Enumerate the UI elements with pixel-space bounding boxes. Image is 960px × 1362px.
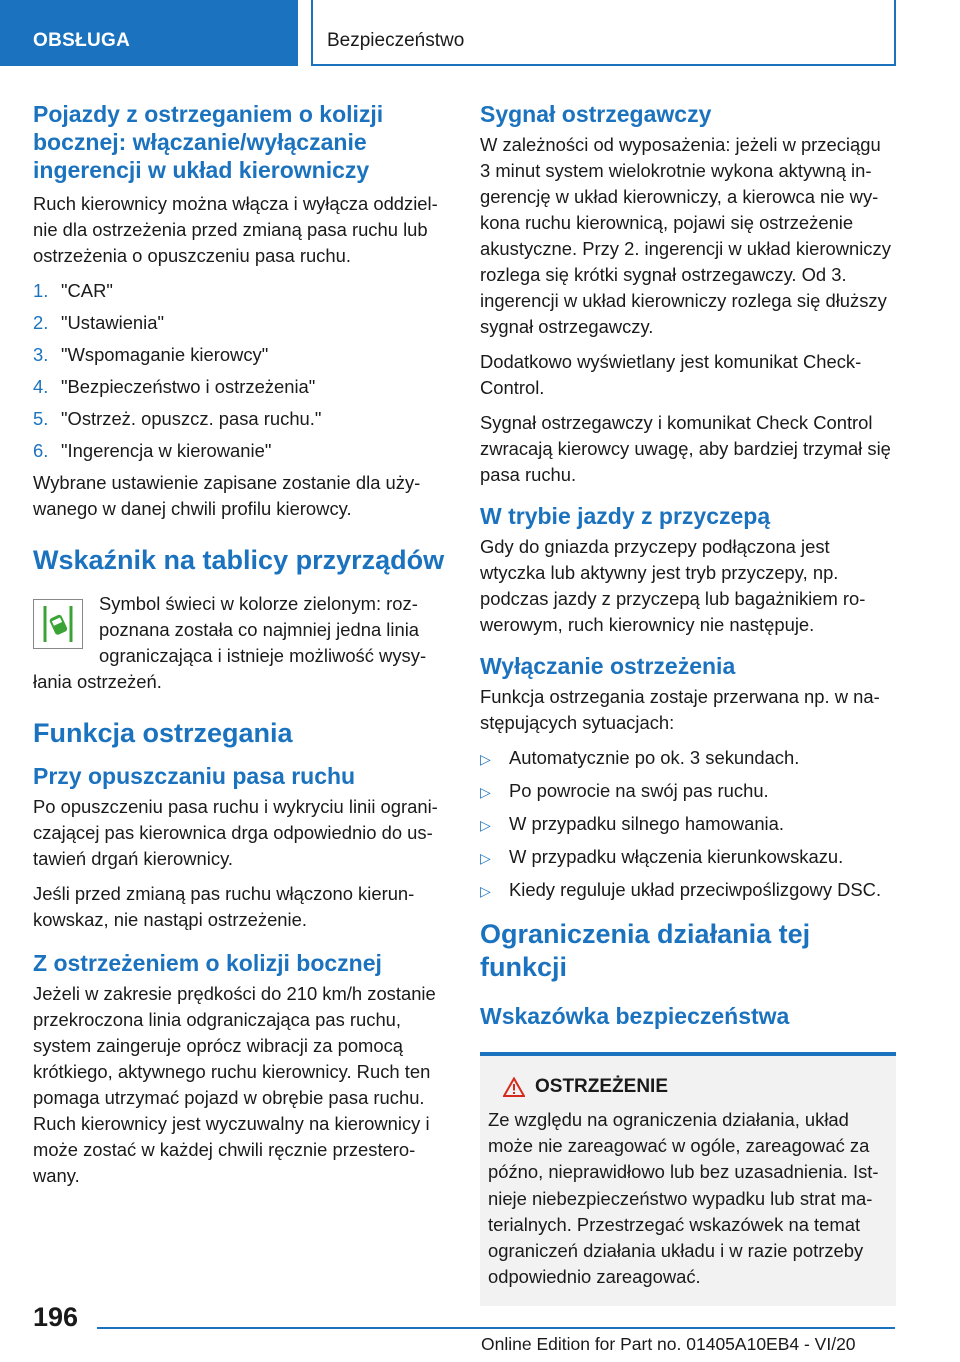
paragraph-disable: Funkcja ostrzegania zostaje przerwana np. w następujących sytuacjach: xyxy=(480,686,880,733)
list-item xyxy=(480,877,896,904)
step-number: 6. xyxy=(33,440,49,461)
step-text: "Ingerencja w kierowanie" xyxy=(61,440,272,461)
step-number: 3. xyxy=(33,344,49,365)
paragraph-intro: Ruch kierownicy można włącza i wyłącza oddzielnie dla ostrzeżenia przed zmianą pasa ruchu lub ostrzeżenia o opuszczeniu pasa ruchu. xyxy=(33,193,438,266)
step-text: "Wspomaganie kierowcy" xyxy=(61,344,269,365)
step-number: 1. xyxy=(33,280,49,301)
step-text: "Ostrzeż. opuszcz. pasa ruchu." xyxy=(61,408,322,429)
list-item-text: Kiedy reguluje układ przeciwpoślizgowy DSC. xyxy=(509,879,882,900)
list-item-text: W przypadku włączenia kierunkowskazu. xyxy=(509,846,844,867)
steps-list xyxy=(33,278,448,464)
step-number: 2. xyxy=(33,312,49,333)
indicator-block xyxy=(33,591,448,695)
warning-section xyxy=(480,1052,896,1306)
heading-side-collision-warning: Z ostrzeżeniem o kolizji bocznej xyxy=(33,950,382,976)
list-item-text: W przypadku silnego hamowania. xyxy=(509,813,784,834)
heading-disable-warning: Wyłączanie ostrzeżenia xyxy=(480,653,736,679)
right-column xyxy=(480,100,896,1306)
paragraph-signal-1: W zależności od wyposażenia: jeżeli w przeciągu 3 minut system wielokrotnie wykona aktywną ingerencję w układ kierowniczy, a kierowca nie wykona ruchu kierownicą, pojawi się ostrzeżenie akustyczne. Przy 2. ingerencji w układ kierowniczy rozlega się krótki sygnał ostrzegawczy. Od 3. ingerencji w układ kierowniczy rozlega się dłuższy sygnał ostrzegawczy. xyxy=(480,134,891,337)
warning-title-row xyxy=(488,1076,888,1098)
list-item xyxy=(480,778,896,805)
heading-function-limits: Ograniczenia działania tej funkcji xyxy=(480,919,811,982)
section-tab: OBSŁUGA xyxy=(0,0,298,66)
page-number: 196 xyxy=(33,1302,79,1332)
list-item xyxy=(33,438,448,464)
step-text: "Bezpieczeństwo i ostrzeżenia" xyxy=(61,376,316,397)
triangle-bullet-icon: ▷ xyxy=(480,784,491,800)
heading-lane-leaving: Przy opuszczaniu pasa ruchu xyxy=(33,763,356,789)
list-item xyxy=(33,406,448,432)
warning-text: Ze względu na ograniczenia działania, układ może nie zareagować w ogóle, zareagować za późno, nieprawidłowo lub bez uzasadnienia. Istnieje niebezpieczeństwo wypadku lub strat materialnych. Przestrzegać wskazówek na temat ograniczeń działania układu i w razie potrzeby odpowiednio zareagować. xyxy=(488,1109,879,1288)
paragraph-indicator: Symbol świeci w kolorze zielonym: rozpoznana została co najmniej jedna linia ograniczająca i istnieje możliwość wysyłania ostrzeżeń. xyxy=(33,593,427,692)
list-item xyxy=(33,278,448,304)
step-number: 4. xyxy=(33,376,49,397)
triangle-bullet-icon: ▷ xyxy=(480,883,491,899)
paragraph-signal-3: Sygnał ostrzegawczy i komunikat Check Control zwracają kierowcy uwagę, aby bardziej trzymał się pasa ruchu. xyxy=(480,412,891,485)
heading-indicator: Wskaźnik na tablicy przyrządów xyxy=(33,545,445,575)
list-item-text: Po powrocie na swój pas ruchu. xyxy=(509,780,769,801)
heading-trailer-mode: W trybie jazdy z przyczepą xyxy=(480,503,771,529)
triangle-bullet-icon: ▷ xyxy=(480,751,491,767)
footer-divider xyxy=(97,1327,895,1329)
paragraph-trailer: Gdy do gniazda przyczepy podłączona jest wtyczka lub aktywny jest tryb przyczepy, np. podczas jazdy z przyczepą lub bagażnikiem rowerowym, ruch kierownicy nie następuje. xyxy=(480,536,866,635)
warning-title: OSTRZEŻENIE xyxy=(535,1076,669,1097)
list-item-text: Automatycznie po ok. 3 sekundach. xyxy=(509,747,800,768)
paragraph-side-collision: Jeżeli w zakresie prędkości do 210 km/h zostanie przekroczona linia odgraniczająca pas ruchu, system zaingeruje oprócz wibracji za pomocą krótkiego, aktywnego ruchu kierownicy. Ruch ten pomaga utrzymać pojazd w obrębie pasa ruchu. Ruch kierownicy jest wyczuwalny na kierownicy i może zostać w każdej chwili ręcznie przesterowany. xyxy=(33,983,436,1186)
triangle-bullet-icon: ▷ xyxy=(480,850,491,866)
disable-conditions-list xyxy=(480,745,896,904)
lane-departure-indicator-icon xyxy=(33,599,83,649)
heading-safety-note: Wskazówka bezpieczeństwa xyxy=(480,1003,790,1029)
page-header-title: Bezpieczeństwo xyxy=(311,0,896,66)
step-number: 5. xyxy=(33,408,49,429)
paragraph-lane-2: Jeśli przed zmianą pas ruchu włączono kierunkowskaz, nie nastąpi ostrzeżenie. xyxy=(33,883,415,930)
left-column xyxy=(33,100,448,1198)
list-item xyxy=(480,745,896,772)
list-item xyxy=(480,811,896,838)
list-item xyxy=(33,342,448,368)
step-text: "CAR" xyxy=(61,280,113,301)
heading-warning-function: Funkcja ostrzegania xyxy=(33,718,293,748)
footer-edition: Online Edition for Part no. 01405A10EB4 - VI/20 xyxy=(481,1334,856,1354)
step-text: "Ustawienia" xyxy=(61,312,165,333)
warning-triangle-icon xyxy=(503,1077,525,1097)
list-item xyxy=(33,310,448,336)
warning-box xyxy=(480,1052,896,1306)
heading-warning-signal: Sygnał ostrzegawczy xyxy=(480,101,712,127)
paragraph-steps-note: Wybrane ustawienie zapisane zostanie dla używanego w danej chwili profilu kierowcy. xyxy=(33,472,421,519)
list-item xyxy=(480,844,896,871)
list-item xyxy=(33,374,448,400)
paragraph-lane-1: Po opuszczeniu pasa ruchu i wykryciu linii ograniczającej pas kierownica drga odpowiednio do ustawień drgań kierownicy. xyxy=(33,796,438,869)
heading-side-collision: Pojazdy z ostrzeganiem o kolizji bocznej: włączanie/wyłączanie ingerencji w układ kierowniczy xyxy=(33,101,384,183)
paragraph-signal-2: Dodatkowo wyświetlany jest komunikat Check-Control. xyxy=(480,351,862,398)
triangle-bullet-icon: ▷ xyxy=(480,817,491,833)
warning-accent-rule xyxy=(480,1052,896,1056)
